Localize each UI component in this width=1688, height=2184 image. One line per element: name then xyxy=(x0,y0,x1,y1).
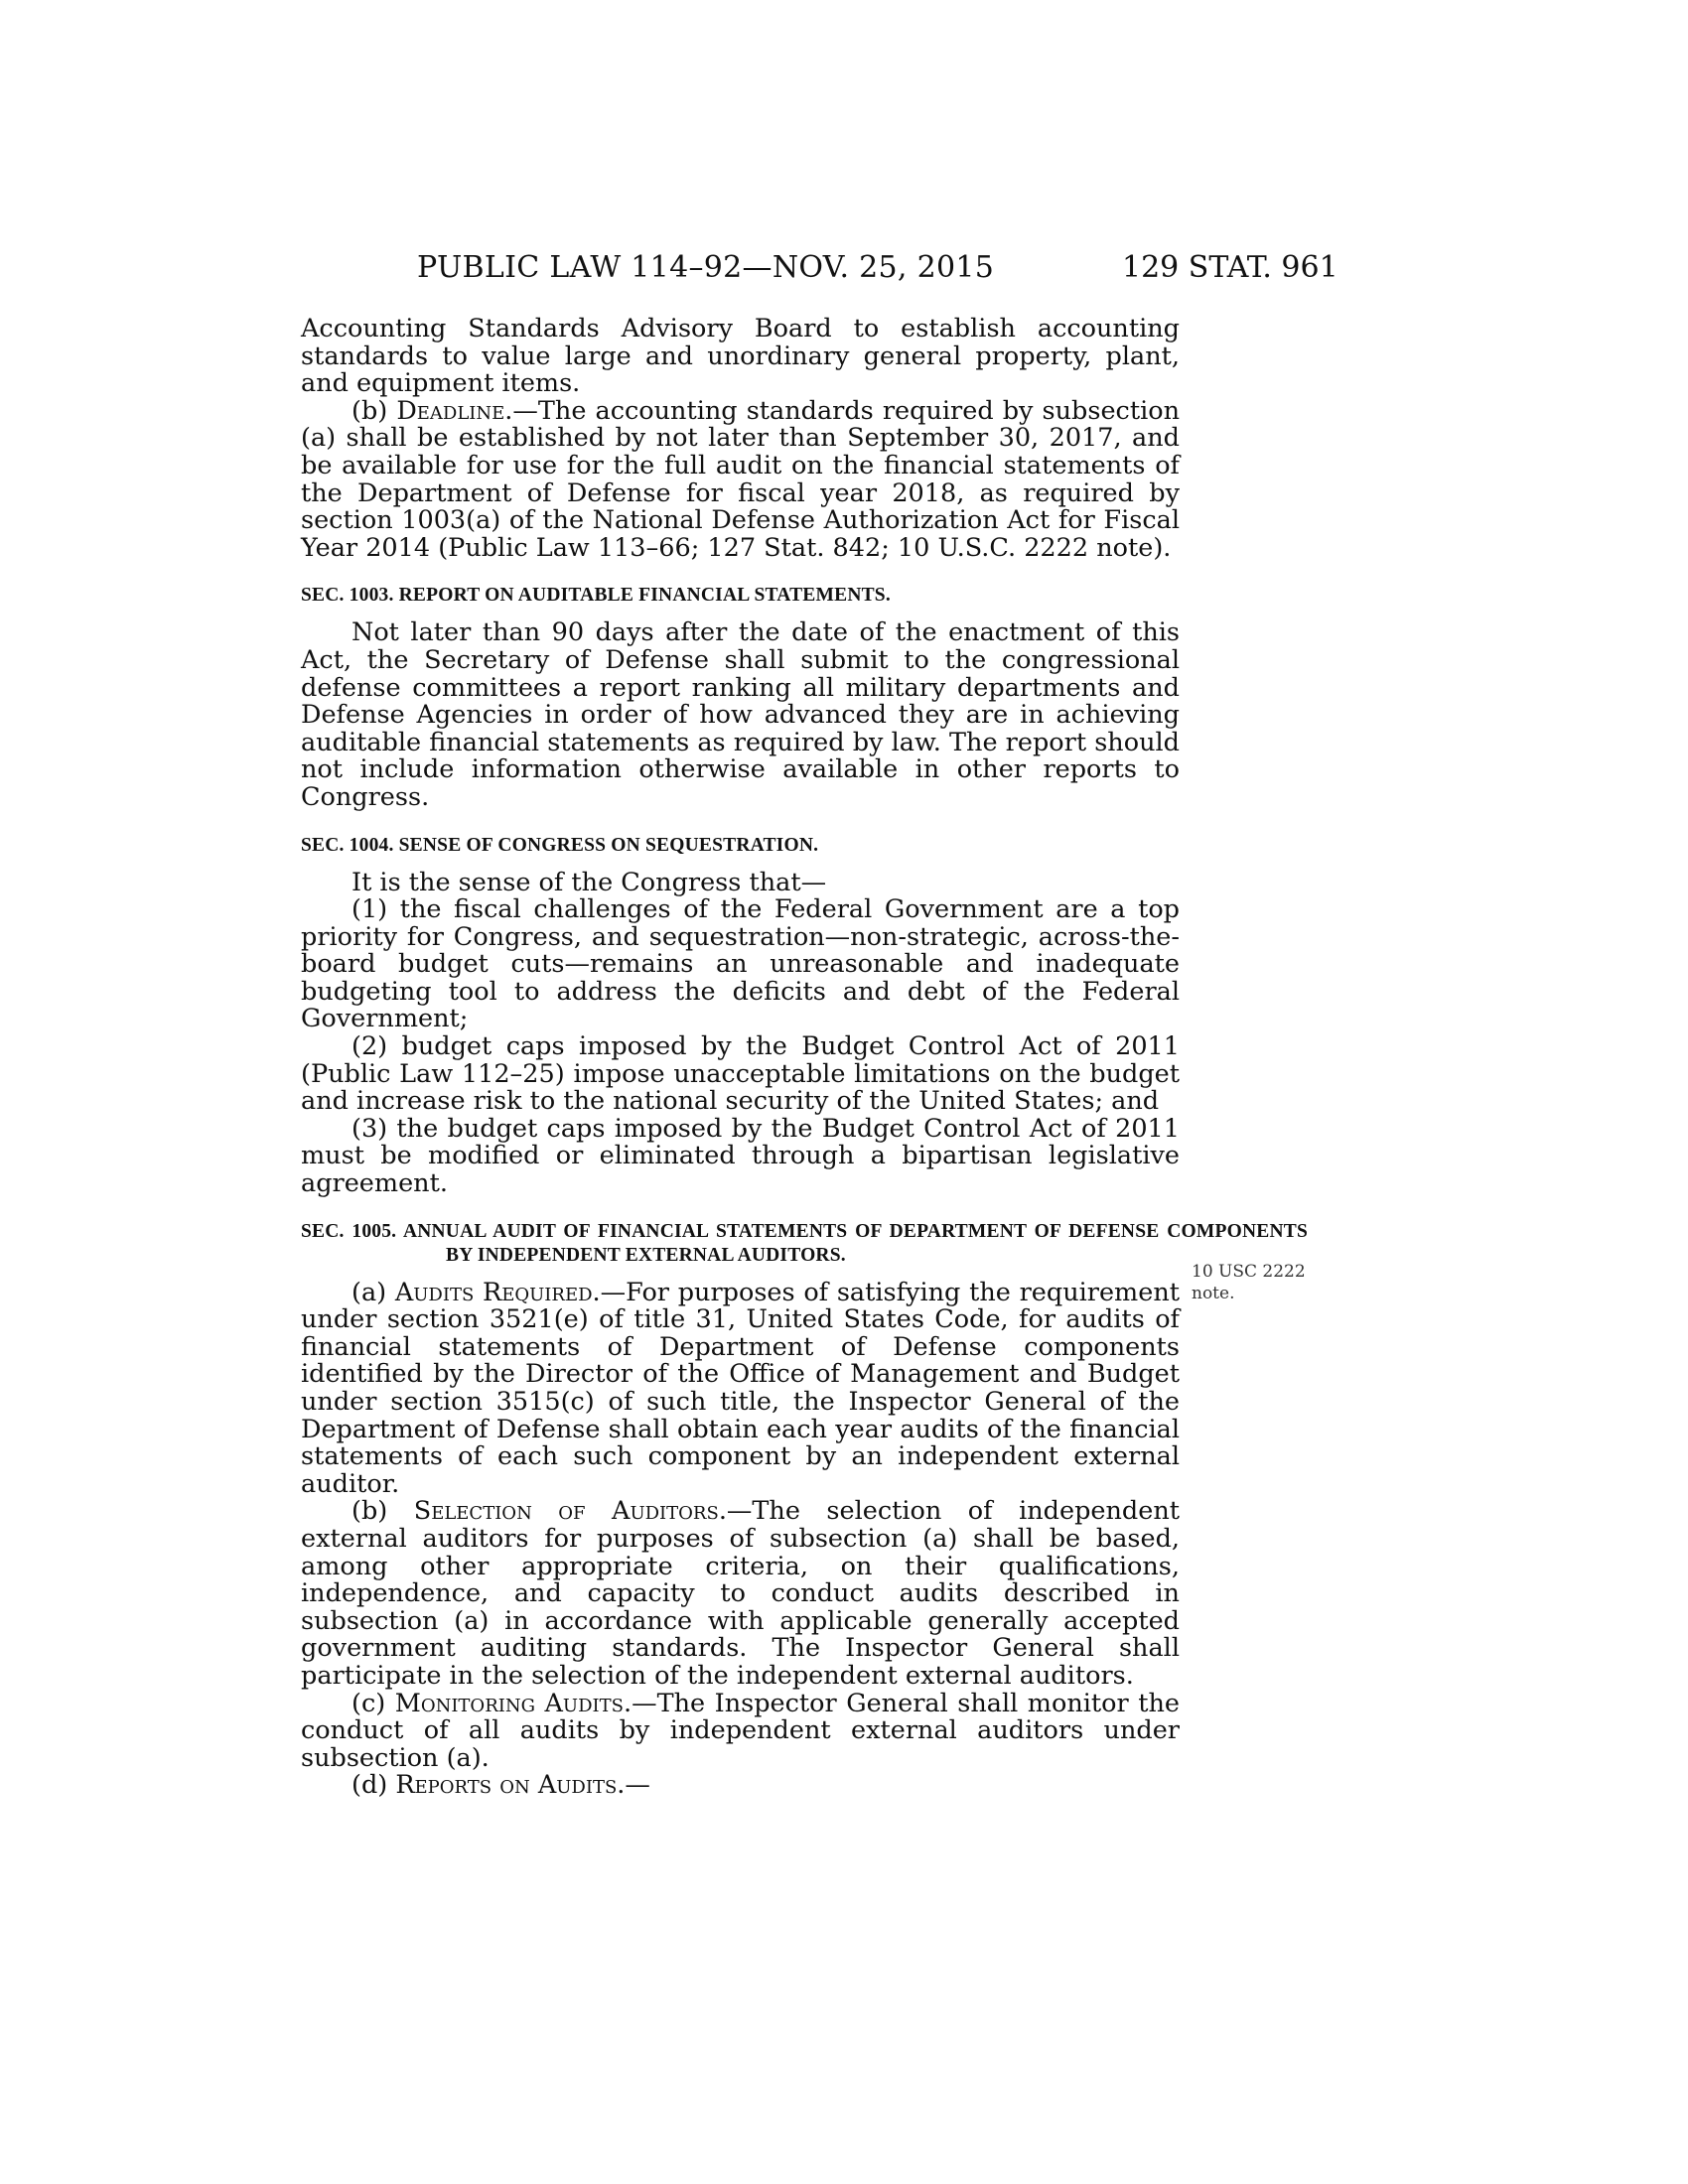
document-body xyxy=(301,314,1308,1801)
deadline-text: .—The accounting standards required by subsection (a) shall be established by not later than September 30, 2017, and be available for use for the full audit on the financial statements of the Department of Defense for fiscal year 2018, as required by section 1003(a) of the National Defense Authorization Act for Fiscal Year 2014 (Public Law 113–66; 127 Stat. 842; 10 U.S.C. 2222 note). xyxy=(301,395,1181,563)
marginal-note: 10 USC 2222 note. xyxy=(1192,1262,1306,1303)
subsection-c-caption: Monitoring Audits xyxy=(394,1688,624,1718)
subsection-b-label: (b) xyxy=(352,1496,414,1527)
sec-1004-heading: SEC. 1004. SENSE OF CONGRESS ON SEQUESTRATION. xyxy=(301,834,819,856)
sec-1005-subsection-a xyxy=(301,1277,1180,1499)
subsection-d-caption: Reports on Audits xyxy=(395,1770,618,1801)
subsection-d-text: .— xyxy=(617,1770,650,1801)
deadline-caption: Deadline xyxy=(396,395,505,426)
subsection-b-caption: Selection of Auditors xyxy=(413,1496,719,1527)
deadline-label: (b) xyxy=(352,395,397,426)
subsection-a-text: .—For purposes of satisfying the requirement under section 3521(e) of title 31, United States Code, for audits of financial statements of Department of Defense components identified by the Director of the Office of Management and Budget under section 3515(c) of such title, the Inspector General of the Department of Defense shall obtain each year audits of the financial statements of each such component by an independent external auditor. xyxy=(301,1277,1180,1499)
subsection-c-text: .—The Inspector General shall monitor the conduct of all audits by independent external auditors under subsection (a). xyxy=(301,1688,1180,1773)
subsection-a-caption: Audits Required xyxy=(394,1277,593,1307)
intro-continuation-paragraph: Accounting Standards Advisory Board to establish accounting standards to value large and unordinary general property, plant, and equipment items. xyxy=(301,314,1180,399)
deadline-paragraph xyxy=(301,395,1181,563)
sec-1003-heading: SEC. 1003. REPORT ON AUDITABLE FINANCIAL STATEMENTS. xyxy=(301,585,891,607)
statute-page-number: 129 STAT. 961 xyxy=(1122,250,1338,285)
sec-1005-subsection-c xyxy=(301,1688,1180,1773)
sec-1004-item-3: (3) the budget caps imposed by the Budget Control Act of 2011 must be modified or eliminated through a bipartisan legislative agreement. xyxy=(301,1113,1180,1199)
subsection-a-label: (a) xyxy=(352,1277,395,1307)
sec-1004-item-2: (2) budget caps imposed by the Budget Control Act of 2011 (Public Law 112–25) impose unacceptable limitations on the budget and increase risk to the national security of the United States; and xyxy=(301,1031,1180,1117)
subsection-d-label: (d) xyxy=(352,1770,396,1801)
sec-1005-subsection-b xyxy=(301,1498,1180,1690)
sec-1005-subsection-d xyxy=(301,1772,1180,1800)
subsection-c-label: (c) xyxy=(352,1688,395,1718)
subsection-b-text: .—The selection of independent external auditors for purposes of subsection (a) shall be based, among other appropriate criteria, on their qualifications, independence, and capacity to conduct audits described in subsection (a) in accordance with applicable generally accepted government auditing standards. The Inspector General shall participate in the selection of the independent external auditors. xyxy=(301,1496,1180,1691)
sec-1004-item-1: (1) the fiscal challenges of the Federal Government are a top priority for Congress, and sequestration—non-strategic, across-the-board budget cuts—remains an unreasonable and inadequate budgeting tool to address the deficits and debt of the Federal Government; xyxy=(301,894,1180,1034)
sec-1003-text: Not later than 90 days after the date of the enactment of this Act, the Secretary of Defense shall submit to the congressional defense committees a report ranking all military departments and Defense Agencies in order of how advanced they are in achieving auditable financial statements as required by law. The report should not include information otherwise available in other reports to Congress. xyxy=(301,617,1180,812)
sec-1004-lead: It is the sense of the Congress that— xyxy=(352,867,827,897)
sec-1005-heading: SEC. 1005. ANNUAL AUDIT OF FINANCIAL STATEMENTS OF DEPARTMENT OF DEFENSE COMPONENTS BY INDEPENDENT EXTERNAL AUDITORS. xyxy=(301,1220,1308,1266)
public-law-citation: PUBLIC LAW 114–92—NOV. 25, 2015 xyxy=(417,250,995,285)
